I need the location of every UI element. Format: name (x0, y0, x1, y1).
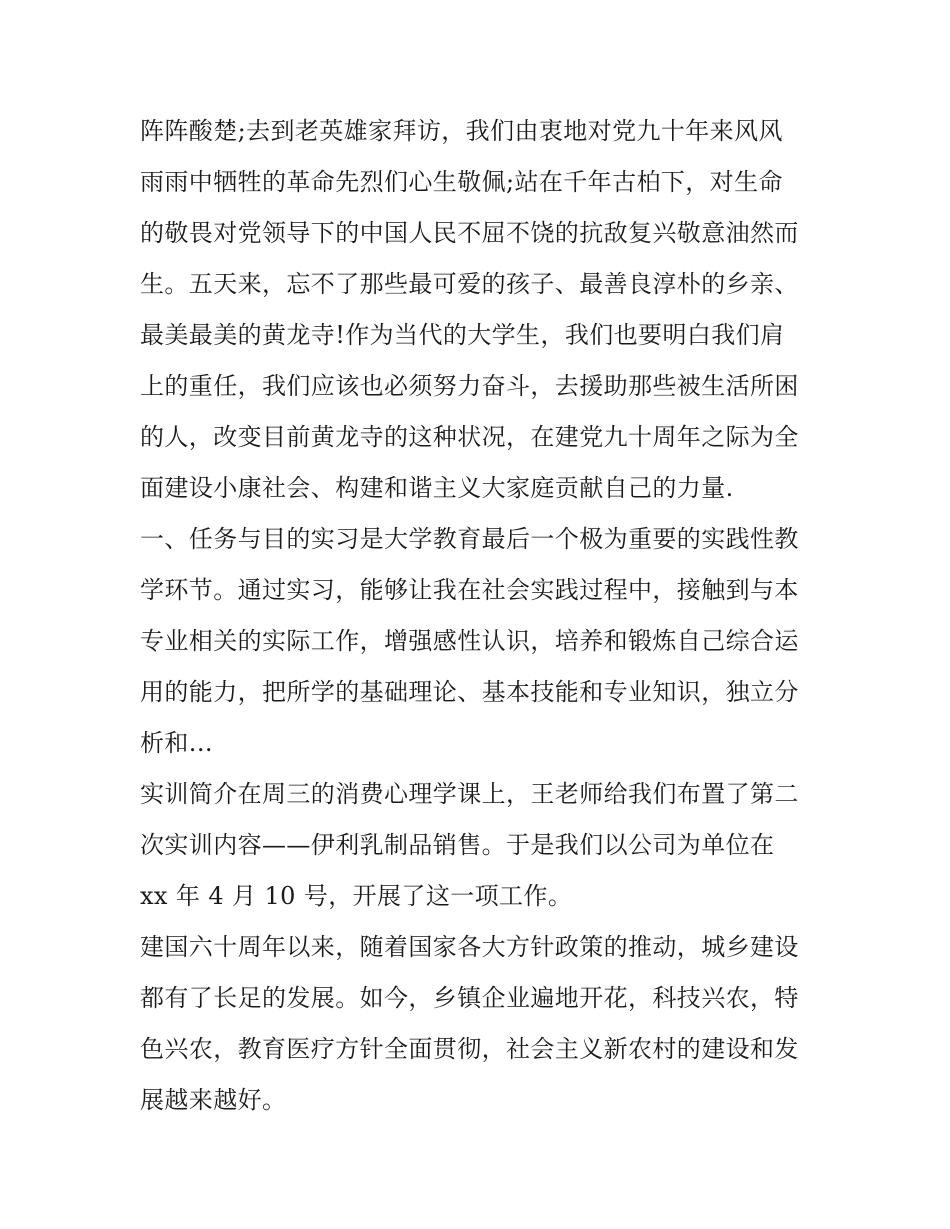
text-line: 面建设小康社会、构建和谐主义大家庭贡献自己的力量. (140, 474, 734, 502)
text-line: 都有了长足的发展。如今，乡镇企业遍地开花，科技兴农，特 (140, 984, 799, 1012)
text-line: 展越来越好。 (140, 1086, 287, 1114)
text-line: 雨雨中牺牲的革命先烈们心生敬佩;站在千年古柏下，对生命 (140, 168, 783, 196)
text-line: 最美最美的黄龙寺!作为当代的大学生，我们也要明白我们肩 (140, 321, 785, 349)
text-line: 学环节。通过实习，能够让我在社会实践过程中，接触到与本 (140, 576, 799, 604)
text-line: xx 年 4 月 10 号，开展了这一项工作。 (140, 882, 573, 910)
text-line: 析和... (140, 729, 213, 757)
text-line: 用的能力，把所学的基础理论、基本技能和专业知识，独立分 (140, 678, 799, 706)
text-line: 实训简介在周三的消费心理学课上，王老师给我们布置了第二 (140, 780, 799, 808)
text-line: 上的重任，我们应该也必须努力奋斗，去援助那些被生活所困 (140, 372, 799, 400)
text-line: 建国六十周年以来，随着国家各大方针政策的推动，城乡建设 (140, 933, 799, 961)
text-line: 一、任务与目的实习是大学教育最后一个极为重要的实践性教 (140, 525, 799, 553)
text-line: 阵阵酸楚;去到老英雄家拜访，我们由衷地对党九十年来风风 (140, 117, 783, 145)
text-line: 的人，改变目前黄龙寺的这种状况，在建党九十周年之际为全 (140, 423, 799, 451)
text-line: 的敬畏对党领导下的中国人民不屈不饶的抗敌复兴敬意油然而 (140, 219, 799, 247)
text-line: 次实训内容——伊利乳制品销售。于是我们以公司为单位在 (140, 831, 775, 859)
text-line: 色兴农，教育医疗方针全面贯彻，社会主义新农村的建设和发 (140, 1035, 799, 1063)
text-line: 生。五天来，忘不了那些最可爱的孩子、最善良淳朴的乡亲、 (140, 270, 799, 298)
text-line: 专业相关的实际工作，增强感性认识，培养和锻炼自己综合运 (140, 627, 799, 655)
document-body (140, 106, 820, 1126)
